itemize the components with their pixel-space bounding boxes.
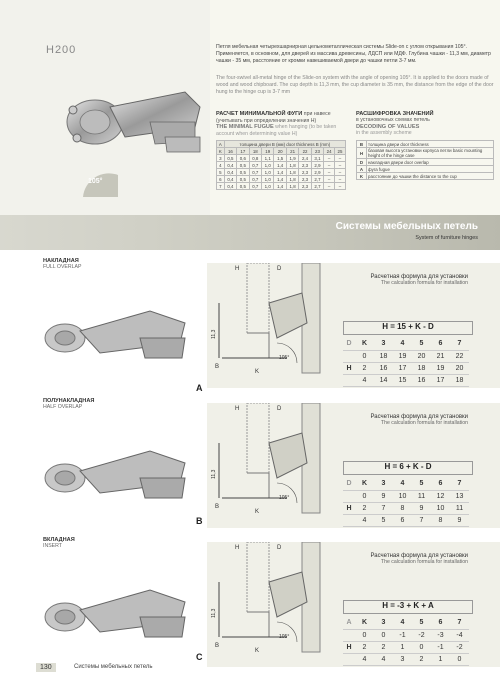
values-cell: 2	[355, 502, 374, 514]
values-row	[343, 641, 469, 653]
min-gap-cell: 6	[217, 176, 225, 183]
values-cell: 6	[393, 514, 412, 526]
values-cell: -4	[450, 629, 469, 641]
min-gap-cell: 1,1	[262, 155, 274, 162]
values-cell: 20	[412, 350, 431, 362]
values-cell: 0	[374, 629, 393, 641]
values-cell: 18	[450, 374, 469, 386]
values-cell: 22	[450, 350, 469, 362]
svg-text:D: D	[277, 266, 282, 272]
decoding-heading	[356, 111, 494, 136]
min-gap-title-ru: РАСЧЕТ МИНИМАЛЬНОЙ ФУГИ	[216, 111, 303, 117]
min-gap-cell: 0,5	[237, 183, 249, 190]
formula-caption	[340, 553, 468, 566]
min-gap-corner: A	[217, 141, 225, 148]
hinge-photo	[40, 293, 190, 373]
values-header-cell: 6	[431, 478, 450, 490]
values-cell: 18	[412, 362, 431, 374]
assembly-diagram	[207, 542, 334, 667]
min-gap-cell: 3	[217, 155, 225, 162]
values-row-h	[343, 350, 355, 362]
min-gap-cell: 3,1	[311, 155, 323, 162]
min-gap-cell: 0,6	[237, 155, 249, 162]
min-gap-cell: –	[334, 162, 345, 169]
hinge-photo	[40, 572, 190, 652]
values-table	[343, 338, 469, 387]
min-gap-table	[216, 140, 346, 190]
type-ru: ВКЛАДНАЯ	[43, 537, 75, 543]
values-cell: 3	[393, 653, 412, 665]
values-header-cell: 6	[431, 338, 450, 350]
min-gap-cell: –	[324, 155, 335, 162]
formula-ru: Расчетная формула для установки	[370, 414, 468, 420]
values-row-h: H	[343, 502, 355, 514]
svg-text:H: H	[235, 266, 240, 272]
min-gap-cell: 1,0	[262, 162, 274, 169]
min-gap-cell: 4	[217, 162, 225, 169]
values-cell: 20	[450, 362, 469, 374]
assembly-diagram	[207, 403, 334, 528]
values-header-cell: 5	[412, 617, 431, 629]
values-cell: 8	[431, 514, 450, 526]
values-cell: 16	[374, 362, 393, 374]
values-row-h	[343, 490, 355, 502]
depth-label: 11,3	[211, 329, 217, 339]
formula-box	[343, 600, 473, 614]
values-header-cell: K	[355, 617, 374, 629]
decoding-title-en: DECODING OF VALUES	[356, 123, 420, 130]
values-header-cell: 5	[412, 338, 431, 350]
formula-box	[343, 321, 473, 335]
decoding-key: D	[357, 159, 367, 166]
formula-caption	[340, 274, 468, 287]
min-gap-cell: –	[334, 169, 345, 176]
min-gap-cell: 2,4	[299, 155, 311, 162]
min-gap-row	[217, 183, 346, 190]
hinge-photo	[55, 82, 205, 192]
values-cell: 1	[393, 641, 412, 653]
values-cell: 19	[393, 350, 412, 362]
formula: H = 6 + K - D	[384, 462, 432, 471]
min-gap-cell: 2,3	[299, 169, 311, 176]
values-table	[343, 617, 469, 666]
product-code: H200	[46, 44, 77, 56]
values-header-cell: 4	[393, 478, 412, 490]
min-gap-row	[217, 176, 346, 183]
min-gap-cell: 0,4	[224, 169, 236, 176]
min-gap-col: 23	[311, 148, 323, 155]
decoding-sub-en: in the assembly scheme	[356, 129, 412, 136]
min-gap-cell: 2,7	[311, 176, 323, 183]
min-gap-cell: 1,4	[274, 169, 286, 176]
min-gap-col: 16	[224, 148, 236, 155]
values-row	[343, 362, 469, 374]
decoding-text: фуга fugue	[367, 166, 494, 173]
svg-text:K: K	[255, 369, 260, 375]
min-gap-cell: 1,8	[286, 162, 298, 169]
min-gap-title-ru-rest: при навесе (учитывать при определении значения H)	[216, 111, 331, 124]
min-gap-cell: 1,8	[286, 183, 298, 190]
values-cell: 4	[355, 653, 374, 665]
min-gap-rows	[217, 155, 346, 190]
decoding-text: базовая высота установки корпуса петли basic mounting height of the hinge case	[367, 148, 494, 159]
type-en: INSERT	[43, 543, 62, 549]
values-row-h: H	[343, 641, 355, 653]
values-cell: 7	[374, 502, 393, 514]
values-cell: 2	[355, 362, 374, 374]
angle-label: 105°	[279, 495, 290, 501]
svg-text:B: B	[215, 364, 220, 370]
page-number: 130	[36, 663, 56, 672]
values-first-label: D	[343, 338, 355, 350]
values-cell: 21	[431, 350, 450, 362]
formula-en: The calculation formula for installation	[380, 559, 468, 565]
values-first-label: A	[343, 617, 355, 629]
values-cell: 16	[412, 374, 431, 386]
min-gap-col: 17	[237, 148, 249, 155]
decoding-row	[357, 159, 494, 166]
min-gap-cell: 1,9	[286, 155, 298, 162]
min-gap-cell: –	[324, 169, 335, 176]
decoding-sub-ru: в установочных схемах петель	[356, 117, 430, 123]
section-letter: B	[196, 516, 203, 526]
values-row-h	[343, 629, 355, 641]
min-gap-cell: –	[334, 155, 345, 162]
min-gap-title-en: THE MINIMAL FUGUE	[216, 124, 274, 130]
values-cell: 9	[412, 502, 431, 514]
depth-label: 11,3	[211, 608, 217, 618]
angle-label: 105°	[279, 355, 290, 361]
values-cell: 7	[412, 514, 431, 526]
min-gap-col: 22	[299, 148, 311, 155]
values-header-cell: 7	[450, 617, 469, 629]
values-row	[343, 514, 469, 526]
min-gap-cell: 0,8	[249, 155, 261, 162]
banner-subtitle: System of furniture hinges	[415, 235, 478, 241]
values-cell: 0	[450, 653, 469, 665]
angle-label: 105°	[279, 634, 290, 640]
min-gap-cell: 0,7	[249, 183, 261, 190]
min-gap-cell: 2,9	[311, 162, 323, 169]
values-cell: 18	[374, 350, 393, 362]
values-cell: 4	[355, 374, 374, 386]
decoding-row	[357, 148, 494, 159]
min-gap-cell: 0,7	[249, 169, 261, 176]
values-cell: -2	[412, 629, 431, 641]
min-gap-col: 20	[274, 148, 286, 155]
values-header-cell: 6	[431, 617, 450, 629]
decoding-text: расстояние до чашки the distance to the cup	[367, 173, 494, 180]
decoding-key: H	[357, 148, 367, 159]
type-ru: ПОЛУНАКЛАДНАЯ	[43, 398, 95, 404]
section-letter: A	[196, 383, 203, 393]
decoding-key: K	[357, 173, 367, 180]
decoding-row	[357, 141, 494, 148]
values-header-cell: 7	[450, 338, 469, 350]
values-cell: -1	[393, 629, 412, 641]
min-gap-cell: –	[334, 176, 345, 183]
min-gap-cell: –	[324, 183, 335, 190]
values-cell: 17	[431, 374, 450, 386]
svg-text:K: K	[255, 648, 260, 654]
formula: H = 15 + K - D	[382, 322, 434, 331]
min-gap-cell: 2,3	[299, 183, 311, 190]
decoding-table	[356, 140, 494, 180]
values-cell: 15	[393, 374, 412, 386]
min-gap-cell: 0,5	[224, 155, 236, 162]
values-cell: 11	[450, 502, 469, 514]
decoding-row	[357, 173, 494, 180]
formula-caption	[340, 414, 468, 427]
min-gap-col: 24	[324, 148, 335, 155]
section-type-label	[43, 398, 94, 410]
values-cell: 2	[412, 653, 431, 665]
min-gap-row	[217, 155, 346, 162]
values-cell: 14	[374, 374, 393, 386]
depth-label: 11,3	[211, 469, 217, 479]
min-gap-cell: 1,0	[262, 169, 274, 176]
values-cell: 0	[355, 350, 374, 362]
banner-title: Системы мебельных петель	[335, 221, 478, 232]
values-row	[343, 629, 469, 641]
svg-text:D: D	[277, 406, 282, 412]
svg-text:H: H	[235, 545, 240, 551]
hinge-photo	[40, 433, 190, 513]
svg-text:B: B	[215, 504, 220, 510]
values-header-cell: 5	[412, 478, 431, 490]
values-header-cell: K	[355, 478, 374, 490]
formula: H = -3 + K + A	[382, 601, 434, 610]
min-gap-cell: 0,5	[237, 169, 249, 176]
min-gap-col: 21	[286, 148, 298, 155]
min-gap-row	[217, 169, 346, 176]
min-gap-cell: –	[324, 176, 335, 183]
type-en: FULL OVERLAP	[43, 264, 82, 270]
min-gap-cell: 0,7	[249, 162, 261, 169]
min-gap-cell: 0,5	[237, 162, 249, 169]
min-gap-cell: 1,4	[274, 176, 286, 183]
decoding-text: толщина двери door thickness	[367, 141, 494, 148]
values-cell: 2	[374, 641, 393, 653]
values-cell: 4	[355, 514, 374, 526]
formula-en: The calculation formula for installation	[380, 280, 468, 286]
min-gap-cell: 0,4	[224, 176, 236, 183]
section-type-label	[43, 258, 81, 270]
svg-text:K: K	[255, 509, 260, 515]
values-cell: 0	[412, 641, 431, 653]
values-cell: -1	[431, 641, 450, 653]
values-cell: 12	[431, 490, 450, 502]
min-gap-cell: 1,5	[274, 155, 286, 162]
min-gap-cell: 0,4	[224, 162, 236, 169]
type-en: HALF OVERLAP	[43, 404, 83, 410]
min-gap-col: 19	[262, 148, 274, 155]
min-gap-cell: 1,0	[262, 183, 274, 190]
values-row	[343, 502, 469, 514]
values-header-cell: 3	[374, 617, 393, 629]
section-type-label	[43, 537, 75, 549]
svg-text:B: B	[215, 643, 220, 649]
values-cell: 0	[355, 490, 374, 502]
formula-box	[343, 461, 473, 475]
values-row	[343, 374, 469, 386]
values-row	[343, 490, 469, 502]
min-gap-cell: 5	[217, 169, 225, 176]
angle-badge-icon	[80, 170, 120, 200]
values-cell: 13	[450, 490, 469, 502]
values-header-cell: 4	[393, 338, 412, 350]
formula-en: The calculation formula for installation	[380, 420, 468, 426]
min-gap-col: 18	[249, 148, 261, 155]
decoding-key: B	[357, 141, 367, 148]
min-gap-cell: 0,7	[249, 176, 261, 183]
values-cell: 2	[355, 641, 374, 653]
min-gap-cell: 1,8	[286, 169, 298, 176]
footer-text: Системы мебельных петель	[74, 664, 153, 670]
assembly-diagram	[207, 263, 334, 388]
min-gap-cell: 1,4	[274, 183, 286, 190]
min-gap-cell: 1,8	[286, 176, 298, 183]
values-cell: 11	[412, 490, 431, 502]
values-cell: -3	[431, 629, 450, 641]
min-gap-title-en-rest: when hanging (to be taken account when determining value H)	[216, 124, 337, 137]
intro-ru: Петля мебельная четырехшарнирная цельнометаллическая системы Slide-on с углом открывания 105°. Применяется, в основном, для дверей из массива древесины, ЛДСП или МДФ. Глубина чашки - 11,3 мм, диаметр чашки - 35 мм, расстояние от кромки навешиваемой двери до чашки петли 3-7 мм.	[216, 44, 491, 64]
min-gap-cell: 0,4	[224, 183, 236, 190]
values-header-cell: 4	[393, 617, 412, 629]
decoding-row	[357, 166, 494, 173]
formula-ru: Расчетная формула для установки	[370, 553, 468, 559]
min-gap-col: K	[217, 148, 225, 155]
values-row-h	[343, 514, 355, 526]
decoding-text: накладная двери door overlap	[367, 159, 494, 166]
values-row-h	[343, 374, 355, 386]
min-gap-heading	[216, 111, 346, 137]
values-cell: 1	[431, 653, 450, 665]
values-header-cell: 3	[374, 478, 393, 490]
min-gap-cell: 0,5	[237, 176, 249, 183]
values-cell: 4	[374, 653, 393, 665]
type-ru: НАКЛАДНАЯ	[43, 258, 79, 264]
formula-ru: Расчетная формула для установки	[370, 274, 468, 280]
values-header-cell: K	[355, 338, 374, 350]
values-table	[343, 478, 469, 527]
min-gap-col: 25	[334, 148, 345, 155]
values-cell: 9	[450, 514, 469, 526]
values-cell: 17	[393, 362, 412, 374]
min-gap-cell: 2,9	[311, 169, 323, 176]
values-header-cell: 3	[374, 338, 393, 350]
values-cell: 19	[431, 362, 450, 374]
values-cell: 10	[393, 490, 412, 502]
values-header-cell: 7	[450, 478, 469, 490]
values-cell: 8	[393, 502, 412, 514]
svg-text:H: H	[235, 406, 240, 412]
min-gap-row	[217, 162, 346, 169]
values-row-h	[343, 653, 355, 665]
min-gap-cell: –	[334, 183, 345, 190]
values-cell: 10	[431, 502, 450, 514]
svg-text:D: D	[277, 545, 282, 551]
min-gap-thickness-label: толщина двери B (мм) door thickness B (mm)	[224, 141, 345, 148]
min-gap-cell: 2,3	[299, 162, 311, 169]
values-row	[343, 350, 469, 362]
angle-badge: 105°	[88, 178, 103, 185]
decoding-key: A	[357, 166, 367, 173]
min-gap-cell: 2,7	[311, 183, 323, 190]
values-first-label: D	[343, 478, 355, 490]
min-gap-cell: 2,3	[299, 176, 311, 183]
values-row	[343, 653, 469, 665]
decoding-title-ru: РАСШИФРОВКА ЗНАЧЕНИЙ	[356, 111, 434, 117]
section-letter: C	[196, 652, 203, 662]
min-gap-cell: 1,0	[262, 176, 274, 183]
min-gap-cell: –	[324, 162, 335, 169]
min-gap-cell: 1,4	[274, 162, 286, 169]
values-cell: 5	[374, 514, 393, 526]
intro-en: The four-swivel all-metal hinge of the Slide-on system with the angle of opening 105°. It is applied to the doors made of wood and wood chipboard. The cup depth is 11,3 mm, the cup diameter is 35 mm, the distance from the edge of the door hung to the hinge cup is 3-7 mm	[216, 75, 494, 95]
values-cell: -2	[450, 641, 469, 653]
values-row-h: H	[343, 362, 355, 374]
values-cell: 0	[355, 629, 374, 641]
min-gap-cell: 7	[217, 183, 225, 190]
values-cell: 9	[374, 490, 393, 502]
